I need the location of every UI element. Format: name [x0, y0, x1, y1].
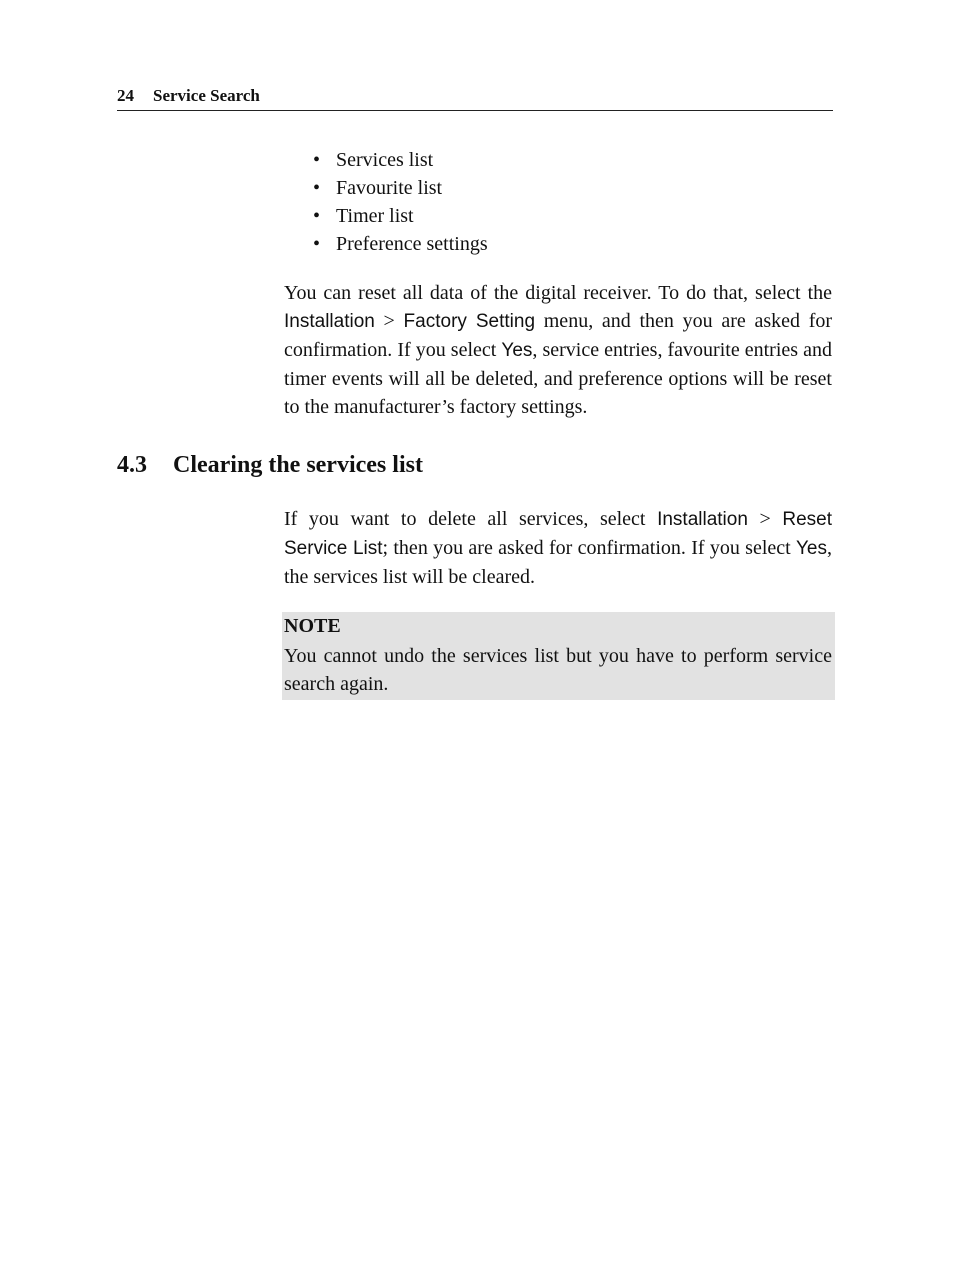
paragraph-text: If you want to delete all services, select [284, 508, 658, 530]
paragraph-text: ; then you are asked for confirmation. If you select [382, 537, 796, 559]
menu-factory-setting: Factory Setting [403, 311, 536, 332]
reset-paragraph [284, 279, 832, 421]
paragraph-text: You can reset all data of the digital receiver. To do that, select the [284, 282, 832, 304]
page-number: 24 [117, 86, 134, 105]
section-number: 4.3 [117, 452, 147, 478]
menu-installation: Installation [284, 311, 375, 332]
option-yes: Yes [796, 538, 827, 559]
note-label: NOTE [284, 615, 341, 637]
note-text: You cannot undo the services list but you have to perform service search again. [284, 645, 832, 695]
menu-separator: > [374, 310, 404, 332]
reset-items-list [310, 146, 488, 258]
menu-installation: Installation [657, 509, 748, 530]
menu-separator: > [747, 508, 783, 530]
note-box [282, 612, 835, 700]
list-item: • Favourite list [310, 174, 488, 202]
menu-reset-service-list: Reset Service List [284, 509, 833, 559]
paragraph-text: menu, and then you are asked for confirmation. If you select [284, 310, 833, 361]
chapter-title: Service Search [153, 86, 260, 105]
paragraph-text: , service entries, favourite entries and timer events will all be deleted, and preference options will be reset to the manufacturer’s factory settings. [284, 339, 832, 418]
list-item: • Timer list [310, 202, 488, 230]
running-header [117, 86, 833, 111]
list-item: • Preference settings [310, 230, 488, 258]
section-title: Clearing the services list [173, 452, 423, 478]
option-yes: Yes [501, 340, 533, 361]
list-item: • Services list [310, 146, 488, 174]
clear-paragraph [284, 505, 832, 591]
paragraph-text: , the services list will be cleared. [284, 537, 832, 588]
